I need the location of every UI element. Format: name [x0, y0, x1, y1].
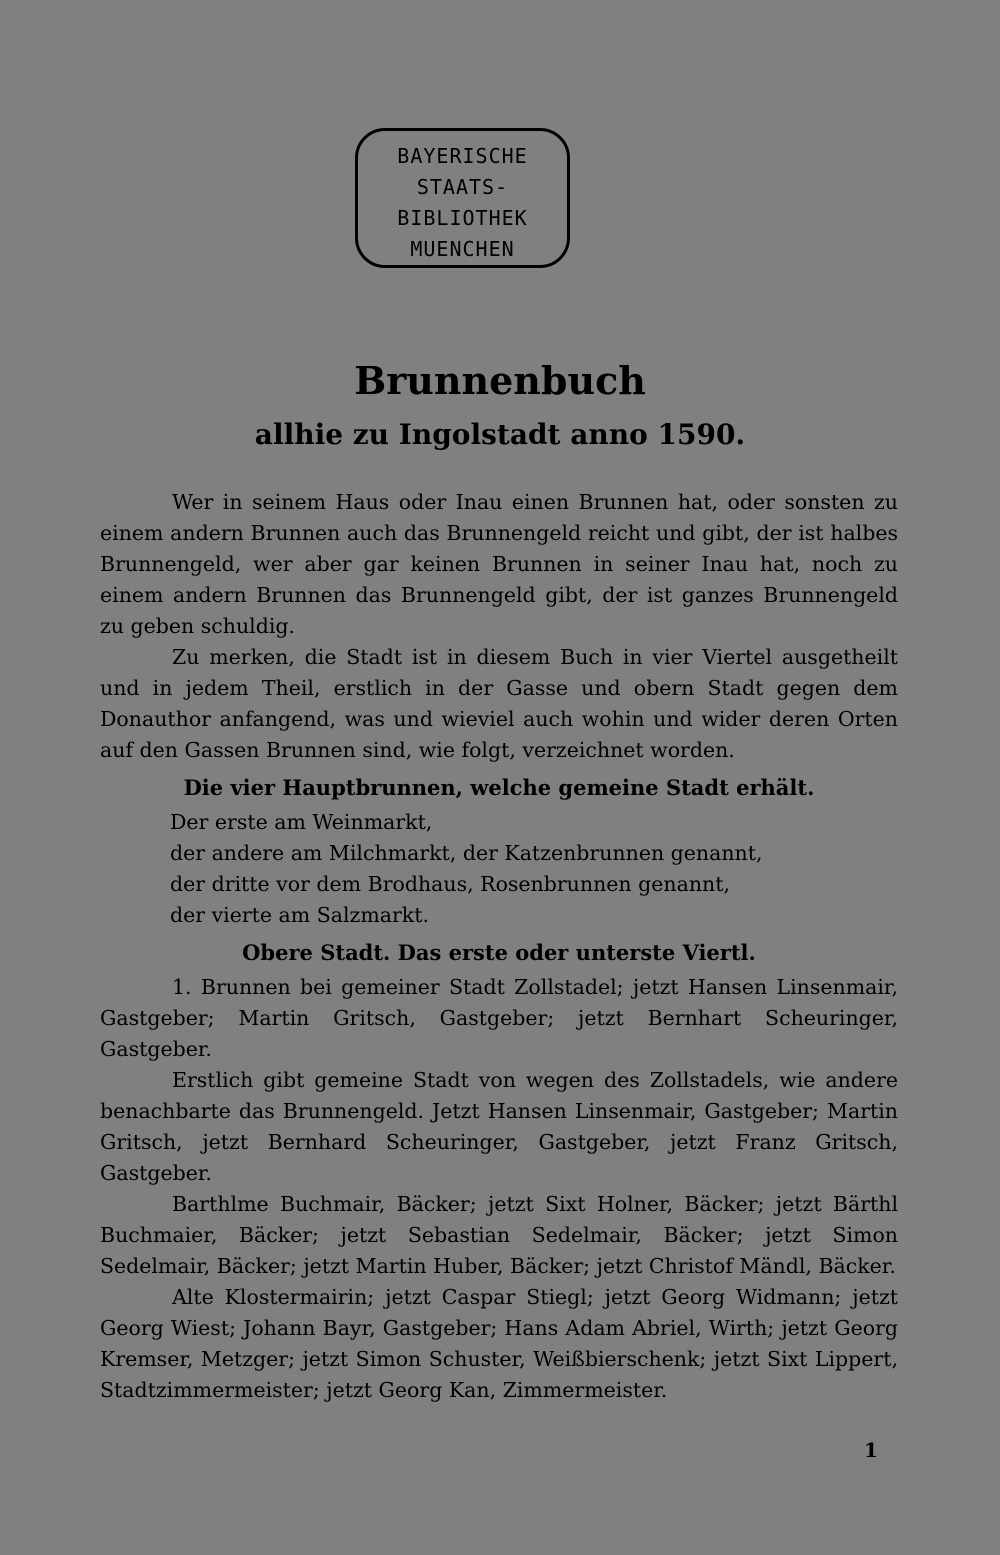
list-item: der vierte am Salzmarkt. — [170, 903, 429, 927]
list-item: Der erste am Weinmarkt, — [170, 810, 433, 834]
stamp-line: STAATS- — [416, 175, 509, 199]
list-item: der dritte vor dem Brodhaus, Rosenbrunnen genannt, — [170, 872, 730, 896]
entry-paragraph: 1. Brunnen bei gemeiner Stadt Zollstadel; jetzt Hansen Linsenmair, Gastgeber; Martin Gritsch, Gastgeber; jetzt Bernhart Scheuringer, Gastgeber. — [100, 975, 898, 1061]
list-item: der andere am Milchmarkt, der Katzenbrunnen genannt, — [170, 841, 763, 865]
page-subtitle: allhie zu Ingolstadt anno 1590. — [254, 418, 746, 451]
entry-paragraph: Erstlich gibt gemeine Stadt von wegen des Zollstadels, wie andere benachbarte das Brunnengeld. Jetzt Hansen Linsenmair, Gastgeber; Martin Gritsch, jetzt Bernhard Scheuringer, Gastgeber, jetzt Franz Gritsch, Gastgeber. — [100, 1068, 898, 1185]
entry-paragraph: Barthlme Buchmair, Bäcker; jetzt Sixt Holner, Bäcker; jetzt Bärthl Buchmaier, Bäcker; jetzt Sebastian Sedelmair, Bäcker; jetzt Simon Sedelmair, Bäcker; jetzt Martin Huber, Bäcker; jetzt Christof Mändl, Bäcker. — [100, 1192, 898, 1278]
stamp-line: BAYERISCHE — [397, 144, 528, 168]
fountain-list — [170, 807, 898, 931]
section-heading: Obere Stadt. Das erste oder unterste Viertl. — [242, 940, 756, 965]
document-body — [100, 487, 898, 1406]
entry-paragraph: Alte Klostermairin; jetzt Caspar Stiegl; jetzt Georg Widmann; jetzt Georg Wiest; Johann Bayr, Gastgeber; Hans Adam Abriel, Wirth; jetzt Georg Kremser, Metzger; jetzt Simon Schuster, Weißbierschenk; jetzt Sixt Lippert, Stadtzimmermeister; jetzt Georg Kan, Zimmermeister. — [100, 1285, 898, 1402]
page-number: 1 — [864, 1438, 878, 1462]
library-stamp — [355, 128, 570, 268]
stamp-line: MUENCHEN — [410, 237, 515, 261]
section-heading: Die vier Hauptbrunnen, welche gemeine Stadt erhält. — [183, 775, 815, 800]
intro-paragraph: Zu merken, die Stadt ist in diesem Buch in vier Viertel ausgetheilt und in jedem Theil, erstlich in der Gasse und obern Stadt gegen dem Donauthor anfangend, was und wieviel auch wohin und wider deren Orten auf den Gassen Brunnen sind, wie folgt, verzeichnet worden. — [100, 645, 898, 762]
intro-paragraph: Wer in seinem Haus oder Inau einen Brunnen hat, oder sonsten zu einem andern Brunnen auch das Brunnengeld reicht und gibt, der ist halbes Brunnengeld, wer aber gar keinen Brunnen in seiner Inau hat, noch zu einem andern Brunnen das Brunnengeld gibt, der ist ganzes Brunnengeld zu geben schuldig. — [100, 490, 898, 638]
stamp-line: BIBLIOTHEK — [397, 206, 528, 230]
page-title: Brunnenbuch — [354, 358, 646, 403]
